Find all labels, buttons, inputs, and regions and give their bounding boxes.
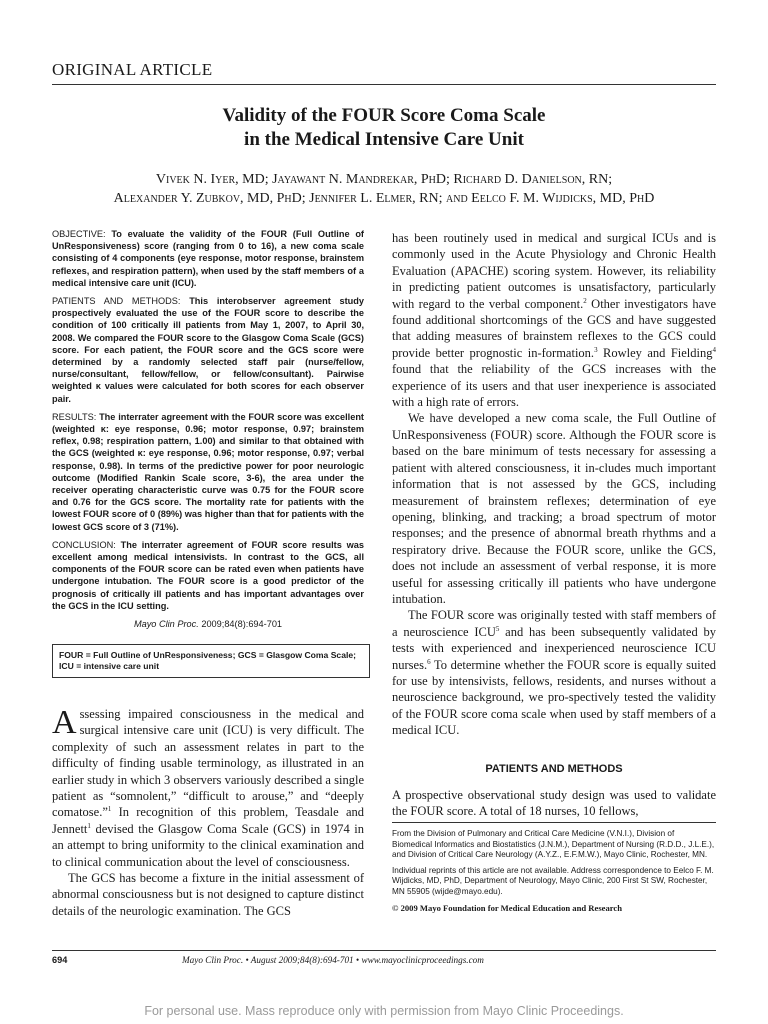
intro-text-1c: devised the Glasgow Coma Scale (GCS) in 1974 in an attempt to bring uniformity to the clinical examination and to clinical communication about the level of consciousness. (52, 821, 364, 869)
page-number: 694 (52, 955, 68, 965)
abbreviations-box: FOUR = Full Outline of UnResponsiveness; GCS = Glasgow Coma Scale; ICU = intensive care unit (52, 644, 370, 678)
ref-6: 6 (427, 657, 431, 666)
page-footer (52, 955, 716, 971)
intro-text-1a: ssessing impaired consciousness in the medical and surgical intensive care unit (ICU) is very difficult. The complexity of such an assessment relates in part to the difficulty of finding usable terminology, as illustrated in an earlier study in which 3 observers variously described a single patient as “somnolent,” “difficult to arouse,” and “deeply comatose.” (52, 707, 364, 820)
right-paragraph-1 (392, 230, 716, 410)
authors-line-1: Vivek N. Iyer, MD; Jayawant N. Mandrekar, PhD; Richard D. Danielson, RN; (155, 172, 613, 187)
author-list (52, 170, 716, 208)
methods-text: This interobserver agreement study prospectively evaluated the use of the FOUR score to describe the condition of 100 critically ill patients from May 1, 2007, to April 30, 2008. We compared the FOUR score to the Glasgow Coma Scale (GCS) score. For each patient, the FOUR score and the GCS score were determined by a randomly selected staff pair (nurse/fellow, nurse/consultant, fellow/fellow, or fellow/consultant). Pairwise weighted κ values were calculated for both scores for each observer pair. (52, 296, 364, 404)
right-text-1d: found that the reliability of the GCS increases with the experience of its users and that user inexperience is associated with a high rate of errors. (392, 362, 716, 410)
abstract-methods (52, 295, 364, 405)
right-paragraph-2: We have developed a new coma scale, the Full Outline of UnResponsiveness (FOUR) score. Although the FOUR score is based on the bare minimum of tests necessary for assessing a patient with altered consciousness, it in-cludes much important information that is not assessed by the GCS, including measurement of brainstem reflexes; determination of eye opening, blinking, and tracking; a broad spectrum of motor responses; and the presence of abnormal breath rhythms and a respiratory drive. Because the FOUR score, unlike the GCS, does not include an assessment of verbal response, it is more useful for assessing critically ill patients who have undergone intubation. (392, 411, 716, 606)
body-column-right (392, 230, 716, 820)
authors-line-2: Alexander Y. Zubkov, MD, PhD; Jennifer L. Elmer, RN; and Eelco F. M. Wijdicks, MD, PhD (113, 191, 655, 206)
footnotes (392, 822, 716, 918)
affiliation-note: From the Division of Pulmonary and Critical Care Medicine (V.N.I.), Division of Biomedical Informatics and Biostatistics (J.N.M.), Department of Nursing (R.D.D., J.L.E.), and Division of Critical Care Neurology (A.Y.Z., E.F.M.W.), Mayo Clinic, Rochester, MN. (392, 829, 715, 860)
right-text-3c: To determine whether the FOUR score is equally suited for use by intensivists, fellows, residents, and nurses without a neuroscience background, we pro-spectively tested the validity of the FOUR score coma scale when used by staff members of a medical ICU. (392, 657, 716, 738)
ref-3: 3 (594, 345, 598, 354)
title-line-1: Validity of the FOUR Score Coma Scale (222, 105, 546, 126)
methods-paragraph-1: A prospective observational study design was used to validate the FOUR score. A total of 18 nurses, 10 fellows, (392, 788, 716, 819)
right-text-1b: Other investigators have found additional shortcomings of the GCS and have suggested that adding measures of brainstem reflexes to the GCS could provide better prognostic in-formation. (392, 296, 716, 360)
reprints-note: Individual reprints of this article are not available. Address correspondence to Eelco F. M. Wijdicks, MD, PhD, Department of Neurology, Mayo Clinic, 200 First St SW, Rochester, MN 55905 (wijde@mayo.edu). (392, 865, 714, 896)
intro-paragraph-1 (52, 706, 364, 870)
abstract-objective (52, 228, 364, 289)
conclusion-label: CONCLUSION: (52, 539, 116, 550)
objective-text: To evaluate the validity of the FOUR (Full Outline of UnResponsiveness) score (ranging from 0 to 16), a new coma scale consisting of 4 components (eye response, motor response, brainstem reflexes, and respiration pattern), when used by the staff members of a medical intensive care unit (ICU). (52, 229, 364, 288)
footer-divider (52, 950, 716, 951)
citation-reference: 2009;84(8):694-701 (198, 619, 283, 630)
ref-5: 5 (495, 624, 500, 633)
right-text-1a: has been routinely used in medical and surgical ICUs and is commonly used in the Acute Physiology and Chronic Health Evaluation (APACHE) scoring system. However, its reliability in predicting patient outcomes is unsatisfactory, particularly with regard to the verbal component. (392, 231, 716, 311)
intro-paragraph-2: The GCS has become a fixture in the initial assessment of abnormal consciousness but is not designed to capture distinct details of the neurologic examination. The GCS (52, 871, 364, 918)
ref-1: 1 (107, 805, 112, 814)
drop-cap: A (52, 704, 77, 741)
article-type-label: ORIGINAL ARTICLE (52, 60, 213, 79)
right-text-1c: Rowley and Fielding (597, 345, 713, 360)
abstract-conclusion (52, 539, 364, 612)
running-footer: Mayo Clin Proc. • August 2009;84(8):694-701 • www.mayoclinicproceedings.com (182, 955, 484, 965)
citation (52, 618, 364, 630)
ref-1b: 1 (87, 821, 91, 830)
right-paragraph-3 (392, 607, 716, 738)
ref-2: 2 (583, 296, 587, 305)
abstract (52, 228, 364, 630)
methods-label: PATIENTS AND METHODS: (52, 296, 181, 307)
abstract-results (52, 411, 364, 533)
intro-text-1b: In recognition of this problem, Teasdale and Jennett (52, 805, 364, 836)
article-title (52, 104, 716, 152)
right-text-3b: and has been subsequently validated by tests with experienced and inexperienced neuroscience ICU nurses. (392, 624, 716, 672)
right-text-3a: The FOUR score was originally tested with staff members of a neuroscience ICU (392, 608, 716, 639)
conclusion-text: The interrater agreement of FOUR score results was excellent among medical intensivists. In contrast to the GCS, all components of the FOUR score can be rated even when patients have undergone intubation. The FOUR score is a good predictor of the prognosis of critically ill patients and has important advantages over the GCS in the ICU setting. (52, 539, 364, 611)
citation-journal: Mayo Clin Proc. (133, 619, 199, 630)
copyright-note: © 2009 Mayo Foundation for Medical Education and Research (392, 902, 623, 913)
permission-notice: For personal use. Mass reproduce only with permission from Mayo Clinic Proceedings. (144, 1004, 624, 1018)
ref-4: 4 (712, 345, 717, 354)
title-line-2: in the Medical Intensive Care Unit (244, 129, 524, 150)
body-column-left (52, 706, 364, 919)
section-heading-methods: PATIENTS AND METHODS (485, 762, 623, 775)
results-text: The interrater agreement with the FOUR score was excellent (weighted κ: eye response, 0.96; motor response, 0.97; brainstem reflex, 0.98; respiration pattern, 1.00) and similar to that obtained with the GCS (weighted κ: eye response, 0.96; motor response, 0.97; verbal response, 0.98). In terms of the predictive power for poor neurologic outcome (Modified Rankin Scale score, 3-6), the area under the receiver operating characteristic curve was 0.75 for the FOUR score and 0.76 for the GCS score. The mortality rate for patients with the lowest FOUR score of 0 (89%) was higher than that for patients with the lowest GCS score of 3 (71%). (52, 411, 364, 532)
objective-label: OBJECTIVE: (52, 229, 106, 239)
results-label: RESULTS: (52, 411, 97, 422)
header-divider (52, 84, 716, 85)
